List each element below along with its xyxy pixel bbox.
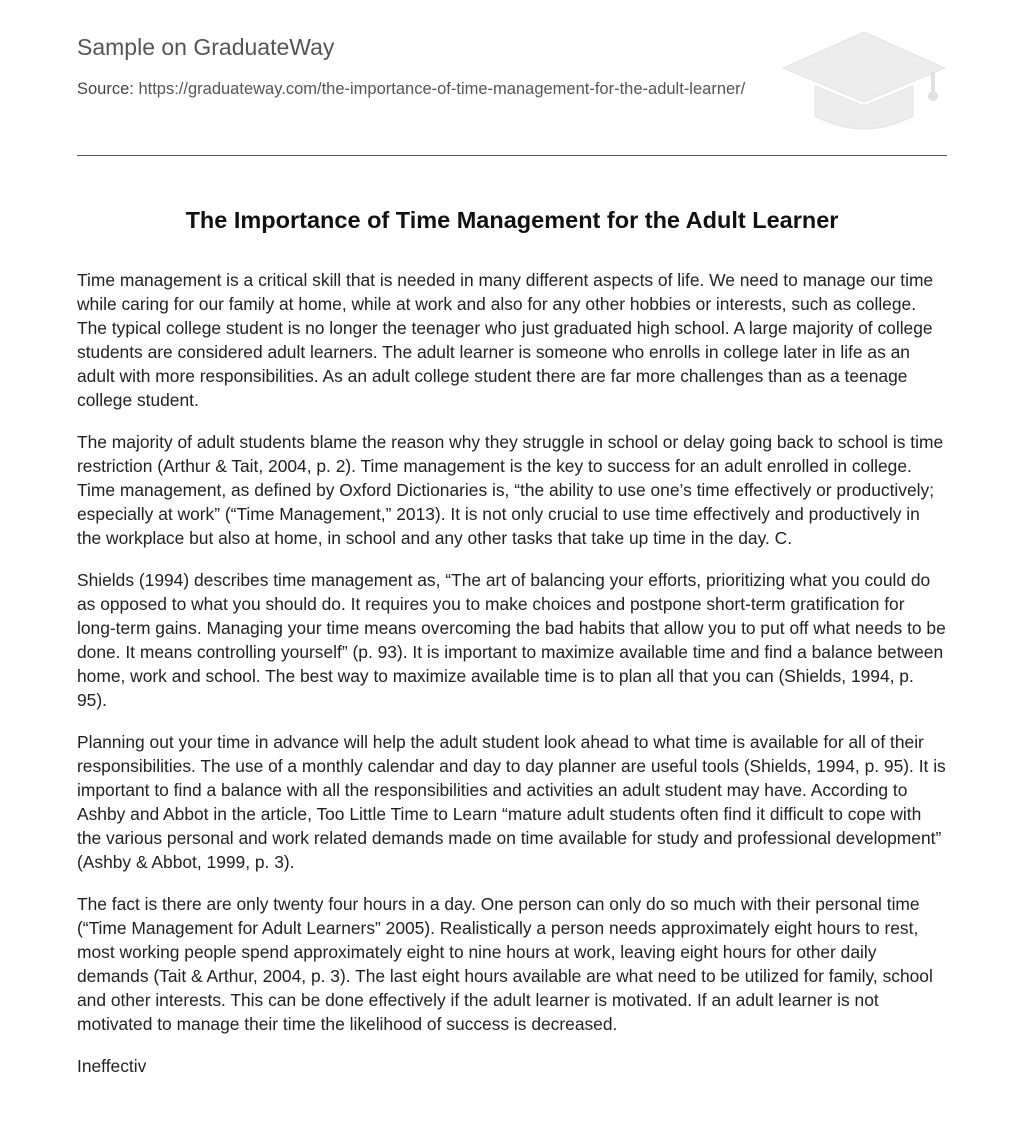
source-label: Source:	[77, 80, 139, 98]
paragraph-truncated: Ineffectiv	[77, 1056, 147, 1076]
article-title: The Importance of Time Management for the Adult Learner	[185, 207, 839, 233]
paragraph: Shields (1994) describes time management as, “The art of balancing your efforts, prioritizing what you could do as opposed to what you should do. It requires you to make choices and postpone short-term gratification for long-term gains. Managing your time means overcoming the bad habits that allow you to put off what needs to be done. It means controlling yourself” (p. 93). It is important to maximize available time and find a balance between home, work and school. The best way to maximize available time is to plan all that you can (Shields, 1994, p. 95).	[77, 570, 946, 710]
paragraph: The majority of adult students blame the reason why they struggle in school or delay going back to school is time restriction (Arthur & Tait, 2004, p. 2). Time management is the key to success for an adult enrolled in college. Time management, as defined by Oxford Dictionaries is, “the ability to use one’s time effectively or productively; especially at work” (“Time Management,” 2013). It is not only crucial to use time effectively and productively in the workplace but also at home, in school and any other tasks that take up time in the day. C.	[77, 432, 944, 548]
paragraph: Planning out your time in advance will help the adult student look ahead to what time is available for all of their responsibilities. The use of a monthly calendar and day to day planner are useful tools (Shields, 1994, p. 95). It is important to find a balance with all the responsibilities and activities an adult student may have. According to Ashby and Abbot in the article, Too Little Time to Learn “mature adult students often find it difficult to cope with the various personal and work related demands made on time available for study and professional development” (Ashby & Abbot, 1999, p. 3).	[77, 732, 946, 872]
header	[77, 0, 947, 156]
source-link[interactable]: https://graduateway.com/the-importance-of-time-management-for-the-adult-learner/	[138, 80, 746, 98]
site-name: Sample on GraduateWay	[77, 34, 335, 60]
paragraph: The fact is there are only twenty four hours in a day. One person can only do so much with their personal time (“Time Management for Adult Learners” 2005). Realistically a person needs approximately eight hours to rest, most working people spend approximately eight to nine hours at work, leaving eight hours for other daily demands (Tait & Arthur, 2004, p. 3). The last eight hours available are what need to be utilized for family, school and other interests. This can be done effectively if the adult learner is motivated. If an adult learner is not motivated to manage their time the likelihood of success is decreased.	[77, 894, 933, 1034]
page	[77, 0, 947, 1096]
graduation-cap-icon	[781, 30, 947, 134]
source-line	[77, 79, 767, 100]
article-body	[77, 268, 947, 1078]
paragraph: Time management is a critical skill that is needed in many different aspects of life. We need to manage our time while caring for our family at home, while at work and also for any other hobbies or interests, such as college. The typical college student is no longer the teenager who just graduated high school. A large majority of college students are considered adult learners. The adult learner is someone who enrolls in college later in life as an adult with more responsibilities. As an adult college student there are far more challenges than as a teenage college student.	[77, 270, 934, 410]
